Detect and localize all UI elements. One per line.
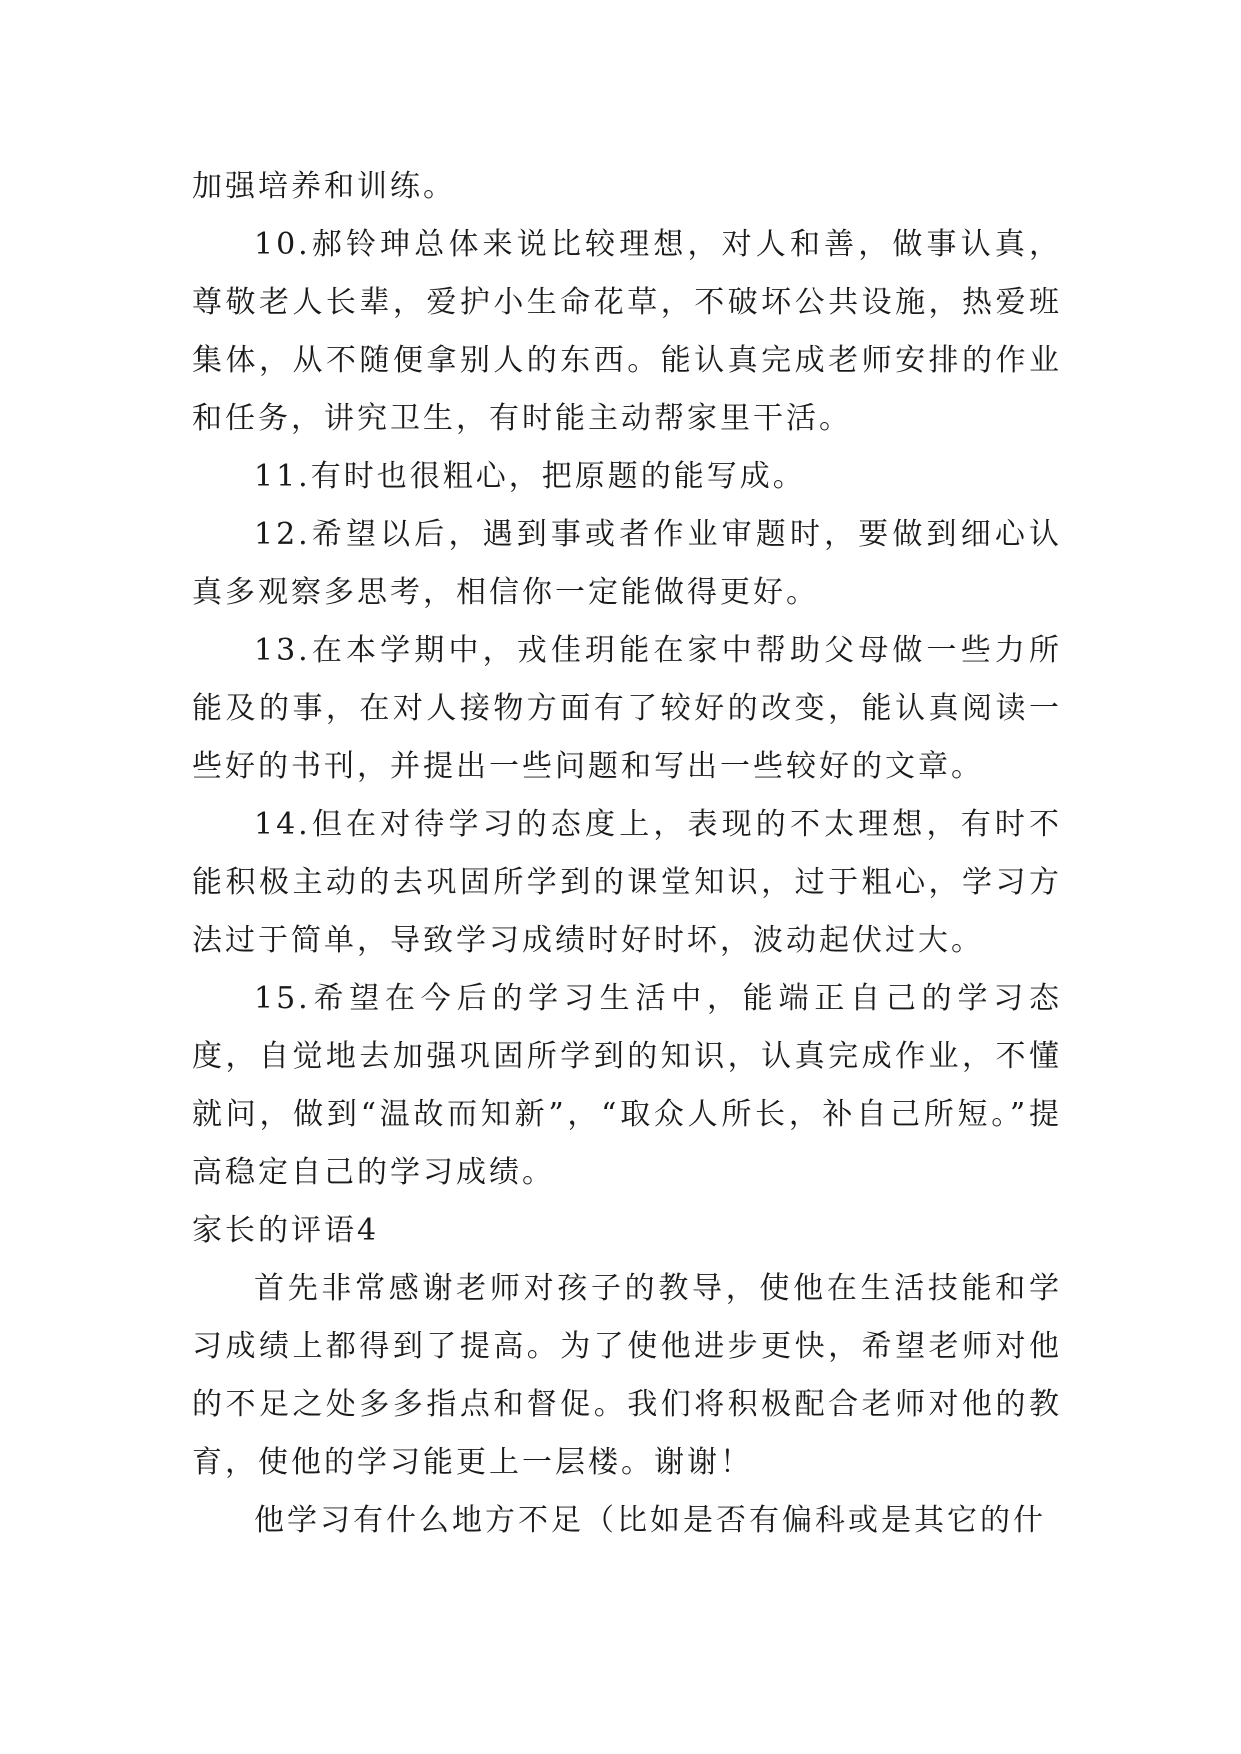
paragraph-item-15: 15.希望在今后的学习生活中，能端正自己的学习态度，自觉地去加强巩固所学到的知识，认真完成作业，不懂就问，做到“温故而知新”，“取众人所长，补自己所短。”提高稳定自己的学习成绩。: [192, 981, 1062, 1190]
paragraph-item-13: 13.在本学期中，戎佳玥能在家中帮助父母做一些力所能及的事，在对人接物方面有了较好的改变，能认真阅读一些好的书刊，并提出一些问题和写出一些较好的文章。: [192, 633, 1062, 784]
paragraph-item-14: 14.但在对待学习的态度上，表现的不太理想，有时不能积极主动的去巩固所学到的课堂知识，过于粗心，学习方法过于简单，导致学习成绩时好时坏，波动起伏过大。: [192, 807, 1062, 958]
paragraph-parent-question: 他学习有什么地方不足（比如是否有偏科或是其它的什: [254, 1503, 1046, 1538]
paragraph-item-10: 10.郝铃珅总体来说比较理想，对人和善，做事认真，尊敬老人长辈，爱护小生命花草，不破坏公共设施，热爱班集体，从不随便拿别人的东西。能认真完成老师安排的作业和任务，讲究卫生，有时能主动帮家里干活。: [192, 227, 1062, 436]
paragraph-continuation: 加强培养和训练。: [192, 169, 456, 204]
section-heading: 家长的评语4: [192, 1213, 380, 1248]
paragraph-item-12: 12.希望以后，遇到事或者作业审题时，要做到细心认真多观察多思考，相信你一定能做得更好。: [192, 517, 1062, 610]
paragraph-parent-comment: 首先非常感谢老师对孩子的教导，使他在生活技能和学习成绩上都得到了提高。为了使他进步更快，希望老师对他的不足之处多多指点和督促。我们将积极配合老师对他的教育，使他的学习能更上一层楼。谢谢！: [192, 1271, 1062, 1480]
paragraph-item-11: 11.有时也很粗心，把原题的能写成。: [254, 459, 806, 494]
document-body: [192, 158, 1062, 1550]
